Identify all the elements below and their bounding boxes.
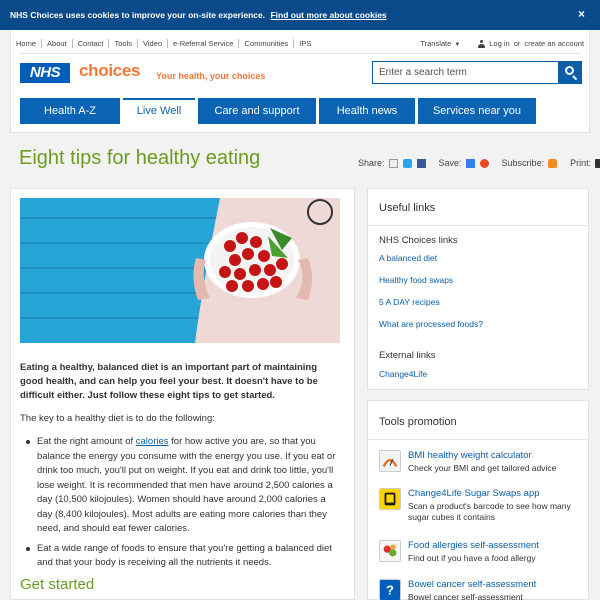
search-button[interactable] (559, 61, 582, 84)
login-link[interactable]: Log in (489, 39, 510, 48)
search-input[interactable] (372, 61, 559, 84)
bowel-cancer-icon[interactable] (379, 579, 401, 600)
bmi-icon[interactable] (379, 450, 401, 472)
list-item (21, 435, 341, 537)
section-heading: Get started (20, 576, 95, 593)
cookie-text: NHS Choices uses cookies to improve your on-site experience. (10, 10, 266, 20)
email-icon[interactable] (389, 159, 398, 168)
useful-links-title: Useful links (379, 202, 436, 214)
external-links-heading: External links (379, 350, 436, 361)
utility-link-communities[interactable]: Communities (238, 39, 293, 48)
twitter-icon[interactable] (403, 159, 412, 168)
cookie-message (10, 10, 387, 20)
rss-icon[interactable] (548, 159, 557, 168)
divider (368, 225, 588, 226)
tab-health-a-z[interactable]: Health A-Z (20, 98, 120, 124)
utility-link-home[interactable]: Home (16, 39, 37, 48)
user-icon (478, 40, 485, 48)
link-processed-foods[interactable]: What are processed foods? (379, 319, 483, 329)
save-label: Save: (438, 158, 462, 168)
print-icon[interactable] (595, 159, 600, 168)
search-icon (565, 66, 574, 75)
tool-description: Scan a product's barcode to see how many sugar cubes it contains (408, 501, 571, 522)
cookie-bar (0, 0, 600, 30)
article-panel (10, 188, 355, 600)
food-allergy-icon[interactable] (379, 540, 401, 562)
tool-link[interactable]: Food allergies self-assessment (408, 540, 539, 551)
utility-links (11, 39, 316, 48)
google-icon[interactable] (466, 159, 475, 168)
cookie-info-link[interactable]: Find out more about cookies (270, 10, 387, 20)
tools-title: Tools promotion (379, 416, 457, 428)
print-label: Print: (570, 158, 592, 168)
tool-link[interactable]: BMI healthy weight calculator (408, 450, 532, 461)
bullet-text: for how active you are, so that you balance the energy you consume with the energy you use. If you eat or drink too much, you'll put on weight. If you eat and drink too little, you'll lose weight. It is recommended that men have around 2,500 calories a day (10,500 kilojoules). Women should have around 2,000 calories a day (8,400 kilojoules). Most adults are eating more calories than they need, and should eat fewer calories. (37, 436, 336, 534)
svg-text:?: ? (386, 582, 394, 598)
facebook-icon[interactable] (417, 159, 426, 168)
cherries-plate-illustration (20, 198, 340, 343)
utility-link-tools[interactable]: Tools (108, 39, 137, 48)
calories-link[interactable]: calories (135, 436, 169, 447)
tab-services-near-you[interactable]: Services near you (418, 98, 536, 124)
tab-care-and-support[interactable]: Care and support (198, 98, 316, 124)
tool-description: Check your BMI and get tailored advice (408, 463, 557, 473)
translate-label: Translate (420, 39, 452, 48)
page-title: Eight tips for healthy eating (19, 147, 261, 169)
divider (368, 439, 588, 440)
utility-link-about[interactable]: About (41, 39, 72, 48)
article-intro: Eating a healthy, balanced diet is an important part of maintaining good health, and can help you feel your best. It doesn't have to be difficult either. Just follow these eight tips to get started. (20, 362, 318, 401)
useful-links-panel (367, 188, 589, 390)
nhs-logo[interactable]: NHS (20, 63, 70, 83)
tool-description: Find out if you have a food allergy (408, 553, 536, 563)
or-text: or (513, 39, 521, 48)
close-icon[interactable]: × (577, 7, 585, 21)
tool-link[interactable]: Bowel cancer self-assessment (408, 579, 537, 590)
tab-live-well[interactable]: Live Well (123, 98, 195, 124)
utility-bar (11, 30, 589, 52)
article-bullet-list (21, 435, 341, 576)
link-balanced-diet[interactable]: A balanced diet (379, 253, 438, 263)
choices-logo[interactable]: choices (79, 61, 141, 80)
utility-link-video[interactable]: Video (137, 39, 167, 48)
translate-dropdown[interactable] (420, 39, 460, 48)
subscribe-label: Subscribe: (501, 158, 545, 168)
share-label: Share: (358, 158, 385, 168)
site-header (10, 30, 590, 133)
bullet-text: Eat the right amount of (37, 436, 136, 447)
link-5-a-day-recipes[interactable]: 5 A DAY recipes (379, 297, 440, 307)
search-form (372, 61, 582, 84)
tab-health-news[interactable]: Health news (319, 98, 415, 124)
create-account-link[interactable]: create an account (524, 39, 584, 48)
tools-promotion-panel (367, 400, 589, 600)
caret-down-icon: ▼ (454, 42, 461, 48)
tool-description: Bowel cancer self-assessment (408, 592, 523, 600)
hero-image (20, 198, 340, 343)
account-links (478, 39, 584, 48)
tool-link[interactable]: Change4Life Sugar Swaps app (408, 488, 540, 499)
utility-link-contact[interactable]: Contact (72, 39, 109, 48)
share-tools (358, 158, 600, 168)
article-key-line: The key to a healthy diet is to do the following: (20, 413, 215, 424)
search-icon-handle (572, 75, 577, 80)
list-item: Eat a wide range of foods to ensure that you're getting a balanced diet and that your body is receiving all the nutrients it needs. (21, 542, 341, 571)
link-healthy-food-swaps[interactable]: Healthy food swaps (379, 275, 454, 285)
utility-right (420, 39, 584, 48)
utility-link-ereferral[interactable]: e-Referral Service (167, 39, 238, 48)
utility-link-ips[interactable]: IPS (293, 39, 316, 48)
tagline: Your health, your choices (156, 71, 266, 81)
main-nav (20, 98, 582, 124)
nhs-links-heading: NHS Choices links (379, 235, 458, 246)
sugar-swaps-icon[interactable] (379, 488, 401, 510)
stumbleupon-icon[interactable] (480, 159, 489, 168)
link-change4life[interactable]: Change4Life (379, 369, 428, 379)
divider (19, 53, 581, 54)
